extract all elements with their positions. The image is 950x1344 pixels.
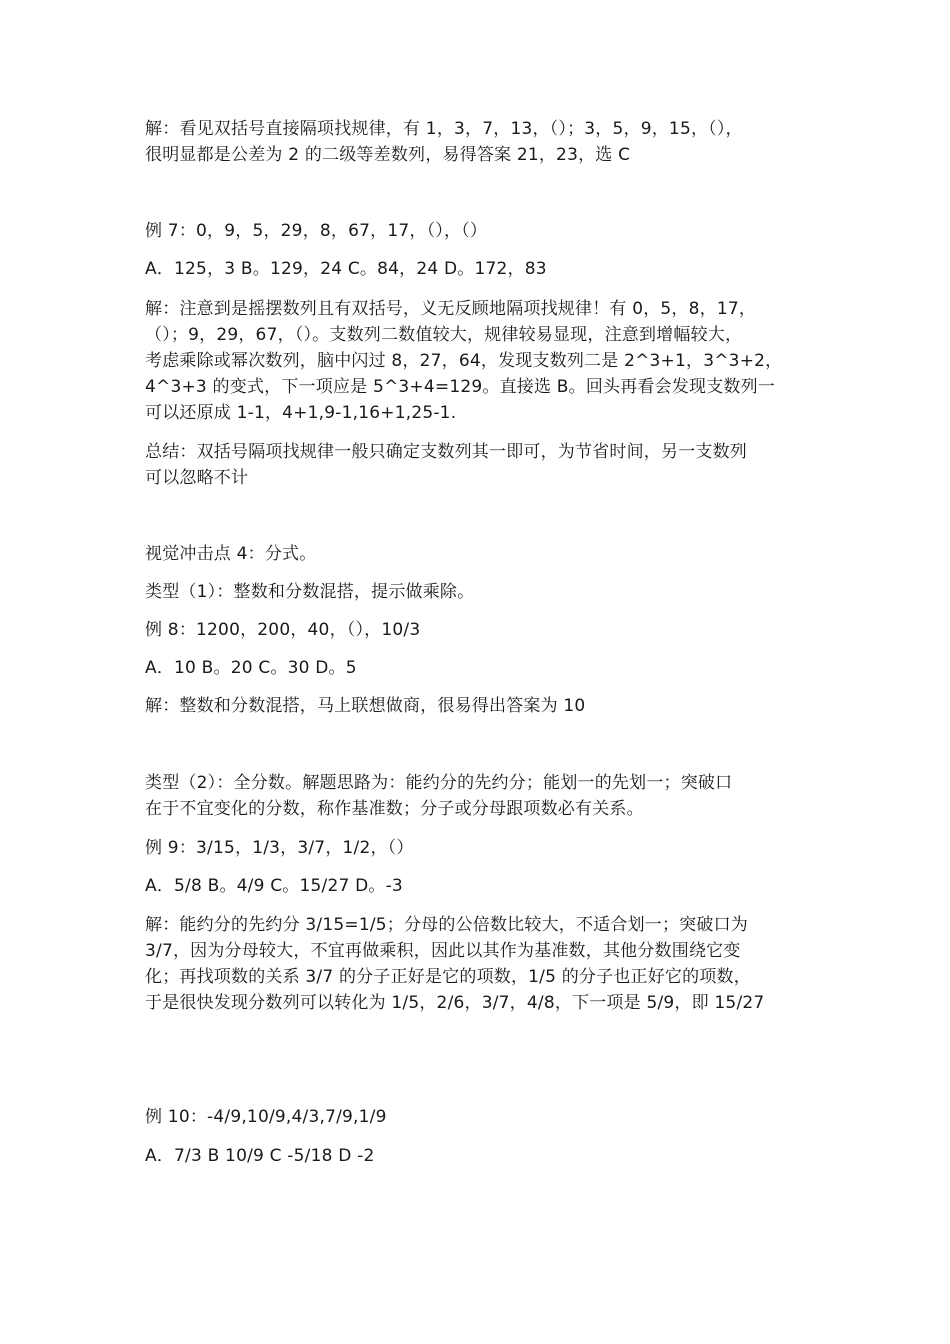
text-line: 很明显都是公差为 2 的二级等差数列，易得答案 21，23，选 C bbox=[145, 145, 631, 165]
type-1-heading: 类型（1）：整数和分数混搭，提示做乘除。 bbox=[145, 582, 475, 602]
text-line: 4^3+3 的变式，下一项应是 5^3+4=129。直接选 B。回头再看会发现支数列一 bbox=[145, 377, 776, 397]
example-8-options: A．10 B。20 C。30 D。5 bbox=[145, 658, 357, 678]
section-heading: 视觉冲击点 4：分式。 bbox=[145, 544, 317, 564]
summary-line: 总结：双括号隔项找规律一般只确定支数列其一即可，为节省时间，另一支数列 bbox=[145, 442, 747, 462]
example-8-question: 例 8：1200，200，40，（），10/3 bbox=[145, 620, 421, 640]
text-line: 解：能约分的先约分 3/15=1/5；分母的公倍数比较大，不适合划一；突破口为 bbox=[145, 915, 748, 935]
text-line: 解：看见双括号直接隔项找规律，有 1，3，7，13，（）；3，5，9，15，（）， bbox=[145, 119, 743, 139]
example-10-question: 例 10：-4/9,10/9,4/3,7/9,1/9 bbox=[145, 1107, 387, 1127]
text-line: 可以还原成 1-1，4+1,9-1,16+1,25-1. bbox=[145, 403, 457, 423]
example-8-solution: 解：整数和分数混搭，马上联想做商，很易得出答案为 10 bbox=[145, 696, 586, 716]
text-line: 解：注意到是摇摆数列且有双括号，义无反顾地隔项找规律！有 0，5，8，17， bbox=[145, 299, 757, 319]
summary-line: 可以忽略不计 bbox=[145, 468, 249, 488]
text-line: 在于不宜变化的分数，称作基准数；分子或分母跟项数必有关系。 bbox=[145, 799, 644, 819]
text-line: （）；9，29，67，（）。支数列二数值较大，规律较易显现，注意到增幅较大， bbox=[145, 325, 743, 345]
text-line: 考虑乘除或幂次数列，脑中闪过 8，27，64，发现支数列二是 2^3+1，3^3+2， bbox=[145, 351, 783, 371]
text-line: 化；再找项数的关系 3/7 的分子正好是它的项数，1/5 的分子也正好它的项数， bbox=[145, 967, 751, 987]
example-7-options: A．125，3 B。129，24 C。84，24 D。172，83 bbox=[145, 259, 547, 279]
text-line: 3/7，因为分母较大，不宜再做乘积，因此以其作为基准数，其他分数围绕它变 bbox=[145, 941, 741, 961]
example-7-question: 例 7：0，9，5，29，8，67，17，（），（） bbox=[145, 221, 488, 241]
text-line: 于是很快发现分数列可以转化为 1/5，2/6，3/7，4/8，下一项是 5/9，即 15/27 bbox=[145, 993, 765, 1013]
example-9-options: A．5/8 B。4/9 C。15/27 D。-3 bbox=[145, 876, 403, 896]
example-10-options: A．7/3 B 10/9 C -5/18 D -2 bbox=[145, 1146, 375, 1166]
example-9-question: 例 9：3/15，1/3，3/7，1/2，（） bbox=[145, 838, 414, 858]
type-2-heading: 类型（2）：全分数。解题思路为：能约分的先约分；能划一的先划一；突破口 bbox=[145, 773, 733, 793]
